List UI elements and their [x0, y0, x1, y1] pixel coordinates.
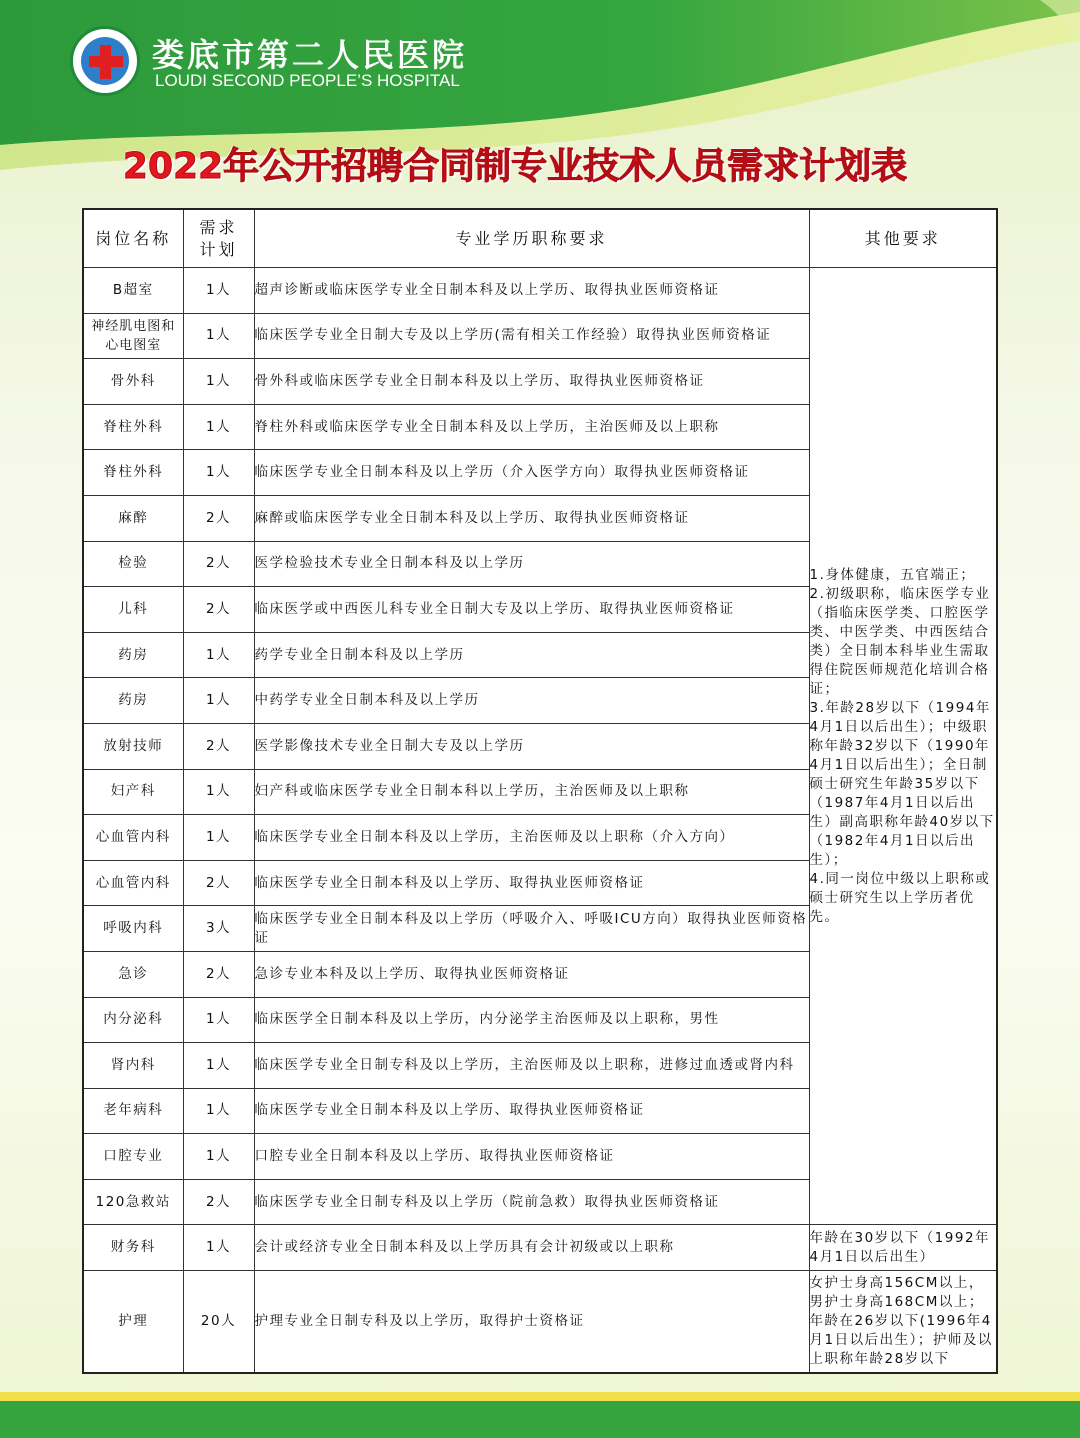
hospital-name-cn: 娄底市第二人民医院 — [152, 36, 468, 74]
cell-position: 药房 — [83, 632, 183, 678]
cell-position: 检验 — [83, 541, 183, 587]
footer-banner — [0, 1392, 1080, 1438]
cell-requirement: 骨外科或临床医学专业全日制本科及以上学历、取得执业医师资格证 — [254, 359, 809, 405]
cell-position: 肾内科 — [83, 1043, 183, 1089]
cell-other-common: 1.身体健康，五官端正； 2.初级职称，临床医学专业（指临床医学类、口腔医学类、中医学类、中西医结合类）全日制本科毕业生需取得住院医师规范化培训合格证； 3.年龄28岁以下（1994年4月1日以后出生）；中级职称年龄32岁以下（1990年4月1日以后出生）；全日制硕士研究生年龄35岁以下（1987年4月1日以后出生）副高职称年龄40岁以下（1982年4月1日以后出生）； 4.同一岗位中级以上职称或硕士研究生以上学历者优先。 — [809, 268, 997, 1225]
cell-position: 财务科 — [83, 1225, 183, 1271]
cell-plan: 1人 — [183, 632, 254, 678]
page-title: 2022年公开招聘合同制专业技术人员需求计划表 — [122, 146, 908, 187]
recruitment-table — [82, 208, 998, 1374]
header-other: 其他要求 — [809, 209, 997, 268]
cell-other-nursing: 女护士身高156CM以上，男护士身高168CM以上；年龄在26岁以下(1996年4月1日以后出生）；护师及以上职称年龄28岁以下 — [809, 1271, 997, 1373]
hospital-name-en: LOUDI SECOND PEOPLE’S HOSPITAL — [155, 71, 460, 90]
cell-requirement: 急诊专业本科及以上学历、取得执业医师资格证 — [254, 951, 809, 997]
cell-requirement: 临床医学全日制本科及以上学历，内分泌学主治医师及以上职称，男性 — [254, 997, 809, 1043]
cell-requirement: 脊柱外科或临床医学专业全日制本科及以上学历，主治医师及以上职称 — [254, 404, 809, 450]
cell-requirement: 医学检验技术专业全日制本科及以上学历 — [254, 541, 809, 587]
cell-requirement: 临床医学专业全日制本科及以上学历（介入医学方向）取得执业医师资格证 — [254, 450, 809, 496]
cell-plan: 1人 — [183, 769, 254, 815]
header-requirement: 专业学历职称要求 — [254, 209, 809, 268]
cell-position: 脊柱外科 — [83, 404, 183, 450]
cell-requirement: 中药学专业全日制本科及以上学历 — [254, 678, 809, 724]
cell-plan: 2人 — [183, 587, 254, 633]
cell-position: B超室 — [83, 268, 183, 314]
cell-plan: 2人 — [183, 541, 254, 587]
cell-requirement: 临床医学专业全日制专科及以上学历（院前急救）取得执业医师资格证 — [254, 1179, 809, 1225]
cell-position: 护理 — [83, 1271, 183, 1373]
cell-position: 呼吸内科 — [83, 906, 183, 952]
cell-requirement: 医学影像技术专业全日制大专及以上学历 — [254, 723, 809, 769]
cell-plan: 1人 — [183, 815, 254, 861]
cell-position: 脊柱外科 — [83, 450, 183, 496]
cell-plan: 1人 — [183, 1043, 254, 1089]
cell-position: 放射技师 — [83, 723, 183, 769]
cell-position: 药房 — [83, 678, 183, 724]
table-row — [83, 268, 997, 314]
cell-position: 妇产科 — [83, 769, 183, 815]
cell-position: 心血管内科 — [83, 815, 183, 861]
cell-requirement: 麻醉或临床医学专业全日制本科及以上学历、取得执业医师资格证 — [254, 495, 809, 541]
hospital-cross-logo-icon — [70, 26, 140, 96]
cell-requirement: 妇产科或临床医学专业全日制本科以上学历，主治医师及以上职称 — [254, 769, 809, 815]
cell-requirement: 临床医学专业全日制本科及以上学历、取得执业医师资格证 — [254, 860, 809, 906]
cell-requirement: 超声诊断或临床医学专业全日制本科及以上学历、取得执业医师资格证 — [254, 268, 809, 314]
cell-position: 内分泌科 — [83, 997, 183, 1043]
cell-position: 老年病科 — [83, 1088, 183, 1134]
cell-position: 骨外科 — [83, 359, 183, 405]
cell-requirement: 临床医学专业全日制本科及以上学历、取得执业医师资格证 — [254, 1088, 809, 1134]
cell-position: 急诊 — [83, 951, 183, 997]
cell-other-finance: 年龄在30岁以下（1992年4月1日以后出生） — [809, 1225, 997, 1271]
cell-position: 麻醉 — [83, 495, 183, 541]
cell-plan: 1人 — [183, 678, 254, 724]
cell-position: 口腔专业 — [83, 1134, 183, 1180]
cell-requirement: 会计或经济专业全日制本科及以上学历具有会计初级或以上职称 — [254, 1225, 809, 1271]
cell-requirement: 临床医学或中西医儿科专业全日制大专及以上学历、取得执业医师资格证 — [254, 587, 809, 633]
cell-plan: 2人 — [183, 951, 254, 997]
cell-plan: 1人 — [183, 1134, 254, 1180]
cell-plan: 1人 — [183, 997, 254, 1043]
cell-requirement: 护理专业全日制专科及以上学历，取得护士资格证 — [254, 1271, 809, 1373]
cell-plan: 2人 — [183, 860, 254, 906]
cell-plan: 3人 — [183, 906, 254, 952]
cell-requirement: 药学专业全日制本科及以上学历 — [254, 632, 809, 678]
cell-plan: 1人 — [183, 1225, 254, 1271]
cell-requirement: 口腔专业全日制本科及以上学历、取得执业医师资格证 — [254, 1134, 809, 1180]
cell-plan: 1人 — [183, 404, 254, 450]
table-row — [83, 1225, 997, 1271]
cell-plan: 20人 — [183, 1271, 254, 1373]
cell-position: 120急救站 — [83, 1179, 183, 1225]
cell-plan: 1人 — [183, 1088, 254, 1134]
cell-plan: 2人 — [183, 1179, 254, 1225]
cell-requirement: 临床医学专业全日制大专及以上学历(需有相关工作经验）取得执业医师资格证 — [254, 313, 809, 359]
table-body — [83, 268, 997, 1373]
cell-plan: 2人 — [183, 495, 254, 541]
table-row — [83, 1271, 997, 1373]
cell-requirement: 临床医学专业全日制本科及以上学历，主治医师及以上职称（介入方向） — [254, 815, 809, 861]
cell-plan: 1人 — [183, 450, 254, 496]
header-plan: 需求 计划 — [183, 209, 254, 268]
cell-plan: 1人 — [183, 268, 254, 314]
cell-plan: 2人 — [183, 723, 254, 769]
header-position: 岗位名称 — [83, 209, 183, 268]
cell-position: 心血管内科 — [83, 860, 183, 906]
cell-position: 儿科 — [83, 587, 183, 633]
cell-requirement: 临床医学专业全日制本科及以上学历（呼吸介入、呼吸ICU方向）取得执业医师资格证 — [254, 906, 809, 952]
cell-plan: 1人 — [183, 359, 254, 405]
cell-position: 神经肌电图和心电图室 — [83, 313, 183, 359]
cell-plan: 1人 — [183, 313, 254, 359]
cell-requirement: 临床医学专业全日制专科及以上学历，主治医师及以上职称，进修过血透或肾内科 — [254, 1043, 809, 1089]
